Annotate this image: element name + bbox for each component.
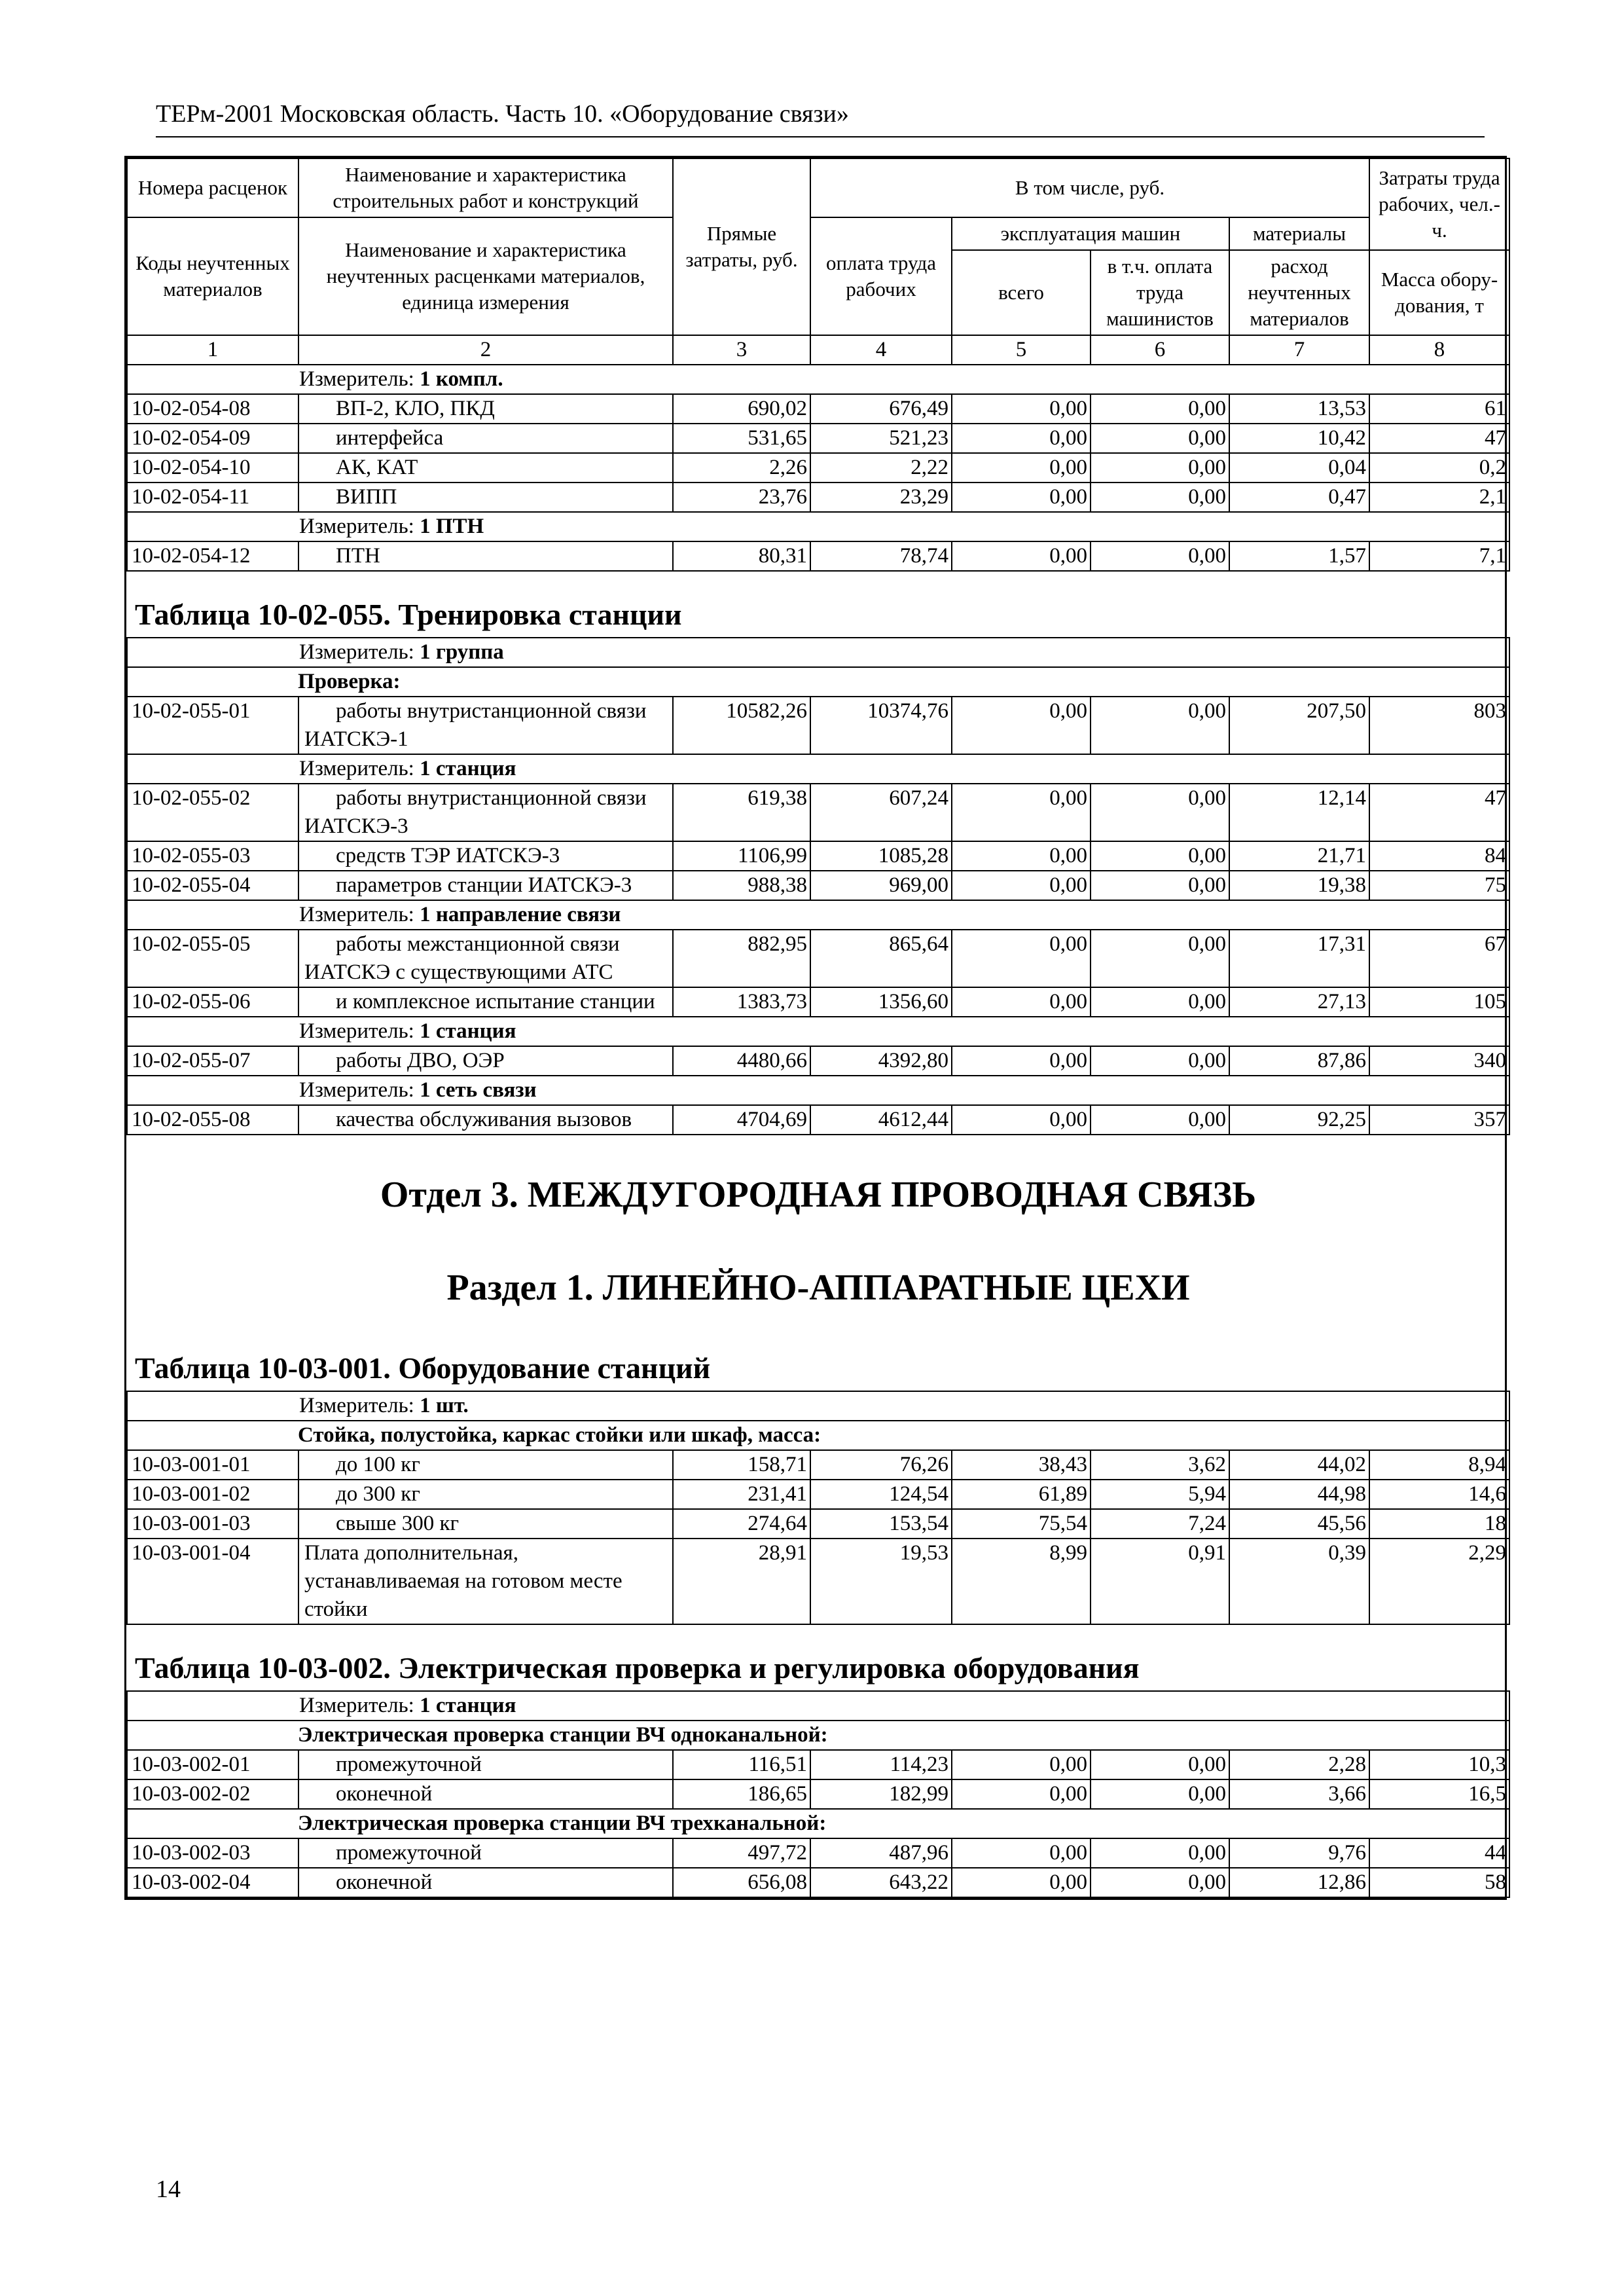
machinists-pay: 0,00 [1091,483,1229,512]
labor-hours: 84 [1369,841,1509,871]
col-num: 2 [298,335,673,365]
materials: 12,86 [1229,1868,1369,1897]
measure-row [127,365,1509,394]
measure-label: Измеритель: [299,515,414,538]
rate-code: 10-02-054-09 [127,424,298,453]
direct-cost: 4704,69 [673,1105,810,1135]
rate-code: 10-03-001-01 [127,1450,298,1480]
table-row [127,1105,1509,1135]
table-row [127,930,1509,987]
direct-cost: 690,02 [673,394,810,424]
labor-hours: 803 [1369,697,1509,754]
rate-name: работы внутристанционной связи ИАТСКЭ-3 [298,784,673,841]
group-label: Электрическая проверка станции ВЧ трехканальной: [298,1812,827,1835]
table-row [127,1750,1509,1779]
direct-cost: 10582,26 [673,697,810,754]
machines-total: 0,00 [952,483,1091,512]
measure-row [127,638,1509,667]
machinists-pay: 0,00 [1091,424,1229,453]
table-row [127,424,1509,453]
materials: 1,57 [1229,541,1369,571]
otdel-heading: Отдел 3. МЕЖДУГОРОДНАЯ ПРОВОДНАЯ СВЯЗЬ [380,1175,1257,1215]
labor-pay: 182,99 [810,1779,952,1809]
materials: 17,31 [1229,930,1369,987]
labor-hours: 357 [1369,1105,1509,1135]
measure-label: Измеритель: [299,757,414,780]
materials: 9,76 [1229,1838,1369,1868]
direct-cost: 28,91 [673,1539,810,1624]
direct-cost: 2,26 [673,453,810,483]
labor-hours: 47 [1369,784,1509,841]
direct-cost: 4480,66 [673,1046,810,1076]
rate-code: 10-02-055-06 [127,987,298,1017]
direct-cost: 231,41 [673,1480,810,1509]
col-num: 6 [1091,335,1229,365]
machines-total: 0,00 [952,1105,1091,1135]
direct-cost: 656,08 [673,1868,810,1897]
machinists-pay: 0,00 [1091,930,1229,987]
materials: 0,39 [1229,1539,1369,1624]
machinists-pay: 0,00 [1091,1779,1229,1809]
col-nomera: Номера расценок [127,158,298,217]
group-row [127,1421,1509,1450]
rate-code: 10-02-054-12 [127,541,298,571]
table-row [127,453,1509,483]
machinists-pay: 3,62 [1091,1450,1229,1480]
labor-hours: 61 [1369,394,1509,424]
labor-hours: 14,6 [1369,1480,1509,1509]
rate-code: 10-02-054-08 [127,394,298,424]
machines-total: 0,00 [952,987,1091,1017]
labor-pay: 521,23 [810,424,952,453]
labor-hours: 8,94 [1369,1450,1509,1480]
direct-cost: 1383,73 [673,987,810,1017]
labor-pay: 607,24 [810,784,952,841]
table-caption: Таблица 10-02-055. Тренировка станции [135,598,682,631]
measure-value: 1 сеть связи [420,1078,537,1102]
measure-row [127,512,1509,541]
labor-hours: 105 [1369,987,1509,1017]
rate-name: качества обслуживания вызовов [298,1105,673,1135]
machines-total: 0,00 [952,784,1091,841]
group-label: Проверка: [298,670,401,693]
table-row [127,1509,1509,1539]
rate-name: ВИПП [298,483,673,512]
measure-label: Измеритель: [299,1078,414,1102]
rate-name: работы ДВО, ОЭР [298,1046,673,1076]
table-row [127,697,1509,754]
machines-total: 0,00 [952,1750,1091,1779]
rate-code: 10-03-002-01 [127,1750,298,1779]
materials: 45,56 [1229,1509,1369,1539]
labor-pay: 969,00 [810,871,952,900]
col-ekspl: эксплуатация машин [952,217,1229,250]
measure-label: Измеритель: [299,1694,414,1717]
group-row [127,1721,1509,1750]
materials: 27,13 [1229,987,1369,1017]
razdel-heading: Раздел 1. ЛИНЕЙНО-АППАРАТНЫЕ ЦЕХИ [446,1267,1190,1308]
rate-name: работы внутристанционной связи ИАТСКЭ-1 [298,697,673,754]
rate-name: ПТН [298,541,673,571]
machinists-pay: 0,00 [1091,784,1229,841]
rates-table-container [124,156,1507,1900]
measure-row [127,1076,1509,1105]
materials: 92,25 [1229,1105,1369,1135]
col-vtch: в т.ч. оплата труда машинистов [1091,250,1229,335]
col-num: 5 [952,335,1091,365]
rate-name: промежуточной [298,1838,673,1868]
table-caption: Таблица 10-03-001. Оборудование станций [135,1351,711,1385]
direct-cost: 23,76 [673,483,810,512]
table-row [127,541,1509,571]
table-row [127,1539,1509,1624]
materials: 12,14 [1229,784,1369,841]
labor-hours: 58 [1369,1868,1509,1897]
machines-total: 0,00 [952,541,1091,571]
rate-code: 10-02-055-05 [127,930,298,987]
machines-total: 0,00 [952,871,1091,900]
machinists-pay: 0,00 [1091,841,1229,871]
rate-code: 10-02-055-07 [127,1046,298,1076]
table-row [127,1450,1509,1480]
col-naim: Наименование и характеристика строительных работ и конструкций [298,158,673,217]
rate-name: ВП-2, КЛО, ПКД [298,394,673,424]
table-caption-row [127,571,1509,638]
labor-hours: 75 [1369,871,1509,900]
col-oplata: оплата труда рабочих [810,217,952,335]
labor-hours: 67 [1369,930,1509,987]
machines-total: 0,00 [952,453,1091,483]
measure-label: Измеритель: [299,903,414,926]
materials: 21,71 [1229,841,1369,871]
table-row [127,1838,1509,1868]
col-vtom: В том числе, руб. [810,158,1369,217]
labor-pay: 78,74 [810,541,952,571]
rate-code: 10-03-001-02 [127,1480,298,1509]
col-vsego: всего [952,250,1091,335]
col-massa: Масса обору-дования, т [1369,250,1509,335]
col-rashod: расход неучтенных материалов [1229,250,1369,335]
machinists-pay: 0,00 [1091,1838,1229,1868]
materials: 3,66 [1229,1779,1369,1809]
rate-name: интерфейса [298,424,673,453]
machinists-pay: 0,00 [1091,1105,1229,1135]
rate-code: 10-03-002-02 [127,1779,298,1809]
table-row [127,841,1509,871]
machines-total: 0,00 [952,394,1091,424]
measure-value: 1 станция [420,1694,516,1717]
measure-value: 1 группа [420,640,504,664]
rate-name: промежуточной [298,1750,673,1779]
labor-hours: 47 [1369,424,1509,453]
rate-name: работы межстанционной связи ИАТСКЭ с существующими АТС [298,930,673,987]
table-row [127,483,1509,512]
measure-row [127,754,1509,784]
direct-cost: 497,72 [673,1838,810,1868]
rate-name: до 300 кг [298,1480,673,1509]
header-row-1 [127,158,1509,217]
machines-total: 0,00 [952,930,1091,987]
labor-hours: 10,3 [1369,1750,1509,1779]
direct-cost: 80,31 [673,541,810,571]
labor-hours: 44 [1369,1838,1509,1868]
rate-code: 10-02-055-08 [127,1105,298,1135]
machinists-pay: 0,00 [1091,453,1229,483]
col-zatraty: Затраты труда рабочих, чел.-ч. [1369,158,1509,250]
col-naim2: Наименование и характеристика неучтенных расценками материалов, единица измерения [298,217,673,335]
direct-cost: 116,51 [673,1750,810,1779]
labor-pay: 4392,80 [810,1046,952,1076]
materials: 0,47 [1229,483,1369,512]
labor-pay: 19,53 [810,1539,952,1624]
page-header-title: ТЕРм-2001 Московская область. Часть 10. «Оборудование связи» [156,100,849,128]
labor-pay: 865,64 [810,930,952,987]
machines-total: 75,54 [952,1509,1091,1539]
measure-label: Измеритель: [299,1019,414,1043]
machinists-pay: 0,00 [1091,394,1229,424]
labor-pay: 1085,28 [810,841,952,871]
direct-cost: 882,95 [673,930,810,987]
machinists-pay: 7,24 [1091,1509,1229,1539]
rate-name: до 100 кг [298,1450,673,1480]
direct-cost: 274,64 [673,1509,810,1539]
measure-value: 1 шт. [420,1394,469,1417]
rate-name: Плата дополнительная, устанавливаемая на готовом месте стойки [298,1539,673,1624]
machinists-pay: 5,94 [1091,1480,1229,1509]
materials: 0,04 [1229,453,1369,483]
direct-cost: 158,71 [673,1450,810,1480]
materials: 44,02 [1229,1450,1369,1480]
col-num: 3 [673,335,810,365]
materials: 87,86 [1229,1046,1369,1076]
measure-value: 1 станция [420,757,516,780]
col-materialy: материалы [1229,217,1369,250]
rate-code: 10-03-001-03 [127,1509,298,1539]
machines-total: 0,00 [952,1868,1091,1897]
labor-pay: 76,26 [810,1450,952,1480]
machinists-pay: 0,91 [1091,1539,1229,1624]
machinists-pay: 0,00 [1091,987,1229,1017]
rate-code: 10-02-055-03 [127,841,298,871]
rate-name: средств ТЭР ИАТСКЭ-3 [298,841,673,871]
materials: 207,50 [1229,697,1369,754]
rate-name: АК, КАТ [298,453,673,483]
machinists-pay: 0,00 [1091,1750,1229,1779]
col-num: 4 [810,335,952,365]
labor-hours: 340 [1369,1046,1509,1076]
labor-pay: 23,29 [810,483,952,512]
page-number: 14 [156,2176,181,2203]
materials: 44,98 [1229,1480,1369,1509]
labor-pay: 487,96 [810,1838,952,1868]
materials: 19,38 [1229,871,1369,900]
rate-name: и комплексное испытание станции [298,987,673,1017]
measure-value: 1 направление связи [420,903,621,926]
measure-row [127,900,1509,930]
labor-hours: 0,2 [1369,453,1509,483]
machinists-pay: 0,00 [1091,1046,1229,1076]
machinists-pay: 0,00 [1091,697,1229,754]
labor-hours: 18 [1369,1509,1509,1539]
machines-total: 0,00 [952,424,1091,453]
labor-pay: 124,54 [810,1480,952,1509]
rate-code: 10-02-054-11 [127,483,298,512]
page-header [156,97,1485,137]
materials: 10,42 [1229,424,1369,453]
machines-total: 0,00 [952,1046,1091,1076]
rate-name: оконечной [298,1868,673,1897]
group-row [127,1809,1509,1838]
measure-label: Измеритель: [299,1394,414,1417]
section-heading-row [127,1135,1509,1391]
measure-value: 1 ПТН [420,515,484,538]
machinists-pay: 0,00 [1091,1868,1229,1897]
labor-hours: 7,1 [1369,541,1509,571]
materials: 2,28 [1229,1750,1369,1779]
measure-value: 1 компл. [420,367,503,391]
direct-cost: 186,65 [673,1779,810,1809]
group-label: Электрическая проверка станции ВЧ одноканальной: [298,1723,828,1747]
rates-table [126,158,1510,1898]
labor-pay: 153,54 [810,1509,952,1539]
measure-value: 1 станция [420,1019,516,1043]
rate-name: параметров станции ИАТСКЭ-3 [298,871,673,900]
machines-total: 0,00 [952,841,1091,871]
machines-total: 0,00 [952,1779,1091,1809]
col-kody: Коды неучтенных материалов [127,217,298,335]
table-row [127,394,1509,424]
group-label: Стойка, полустойка, каркас стойки или шкаф, масса: [298,1423,821,1447]
header-row-2 [127,217,1509,250]
rate-code: 10-02-054-10 [127,453,298,483]
machinists-pay: 0,00 [1091,871,1229,900]
measure-row [127,1691,1509,1721]
rate-code: 10-02-055-02 [127,784,298,841]
labor-hours: 16,5 [1369,1779,1509,1809]
table-caption: Таблица 10-03-002. Электрическая проверка и регулировка оборудования [135,1651,1140,1685]
labor-hours: 2,29 [1369,1539,1509,1624]
measure-label: Измеритель: [299,640,414,664]
materials: 13,53 [1229,394,1369,424]
group-row [127,667,1509,697]
labor-pay: 1356,60 [810,987,952,1017]
machines-total: 38,43 [952,1450,1091,1480]
table-row [127,1046,1509,1076]
table-row [127,871,1509,900]
labor-pay: 2,22 [810,453,952,483]
measure-label: Измеритель: [299,367,414,391]
labor-pay: 4612,44 [810,1105,952,1135]
rate-code: 10-02-055-04 [127,871,298,900]
rate-name: оконечной [298,1779,673,1809]
table-row [127,1480,1509,1509]
direct-cost: 1106,99 [673,841,810,871]
machines-total: 0,00 [952,697,1091,754]
labor-hours: 2,1 [1369,483,1509,512]
labor-pay: 10374,76 [810,697,952,754]
measure-row [127,1391,1509,1421]
table-row [127,987,1509,1017]
machines-total: 8,99 [952,1539,1091,1624]
rate-code: 10-03-001-04 [127,1539,298,1624]
direct-cost: 988,38 [673,871,810,900]
direct-cost: 531,65 [673,424,810,453]
col-num: 8 [1369,335,1509,365]
labor-pay: 676,49 [810,394,952,424]
column-numbers-row [127,335,1509,365]
machinists-pay: 0,00 [1091,541,1229,571]
table-row [127,784,1509,841]
labor-pay: 643,22 [810,1868,952,1897]
col-num: 1 [127,335,298,365]
machines-total: 0,00 [952,1838,1091,1868]
rate-name: свыше 300 кг [298,1509,673,1539]
measure-row [127,1017,1509,1046]
col-pryamye: Прямые затраты, руб. [673,158,810,335]
table-row [127,1779,1509,1809]
table-caption-row [127,1624,1509,1691]
labor-pay: 114,23 [810,1750,952,1779]
direct-cost: 619,38 [673,784,810,841]
rate-code: 10-02-055-01 [127,697,298,754]
table-row [127,1868,1509,1897]
col-num: 7 [1229,335,1369,365]
machines-total: 61,89 [952,1480,1091,1509]
rate-code: 10-03-002-03 [127,1838,298,1868]
rate-code: 10-03-002-04 [127,1868,298,1897]
